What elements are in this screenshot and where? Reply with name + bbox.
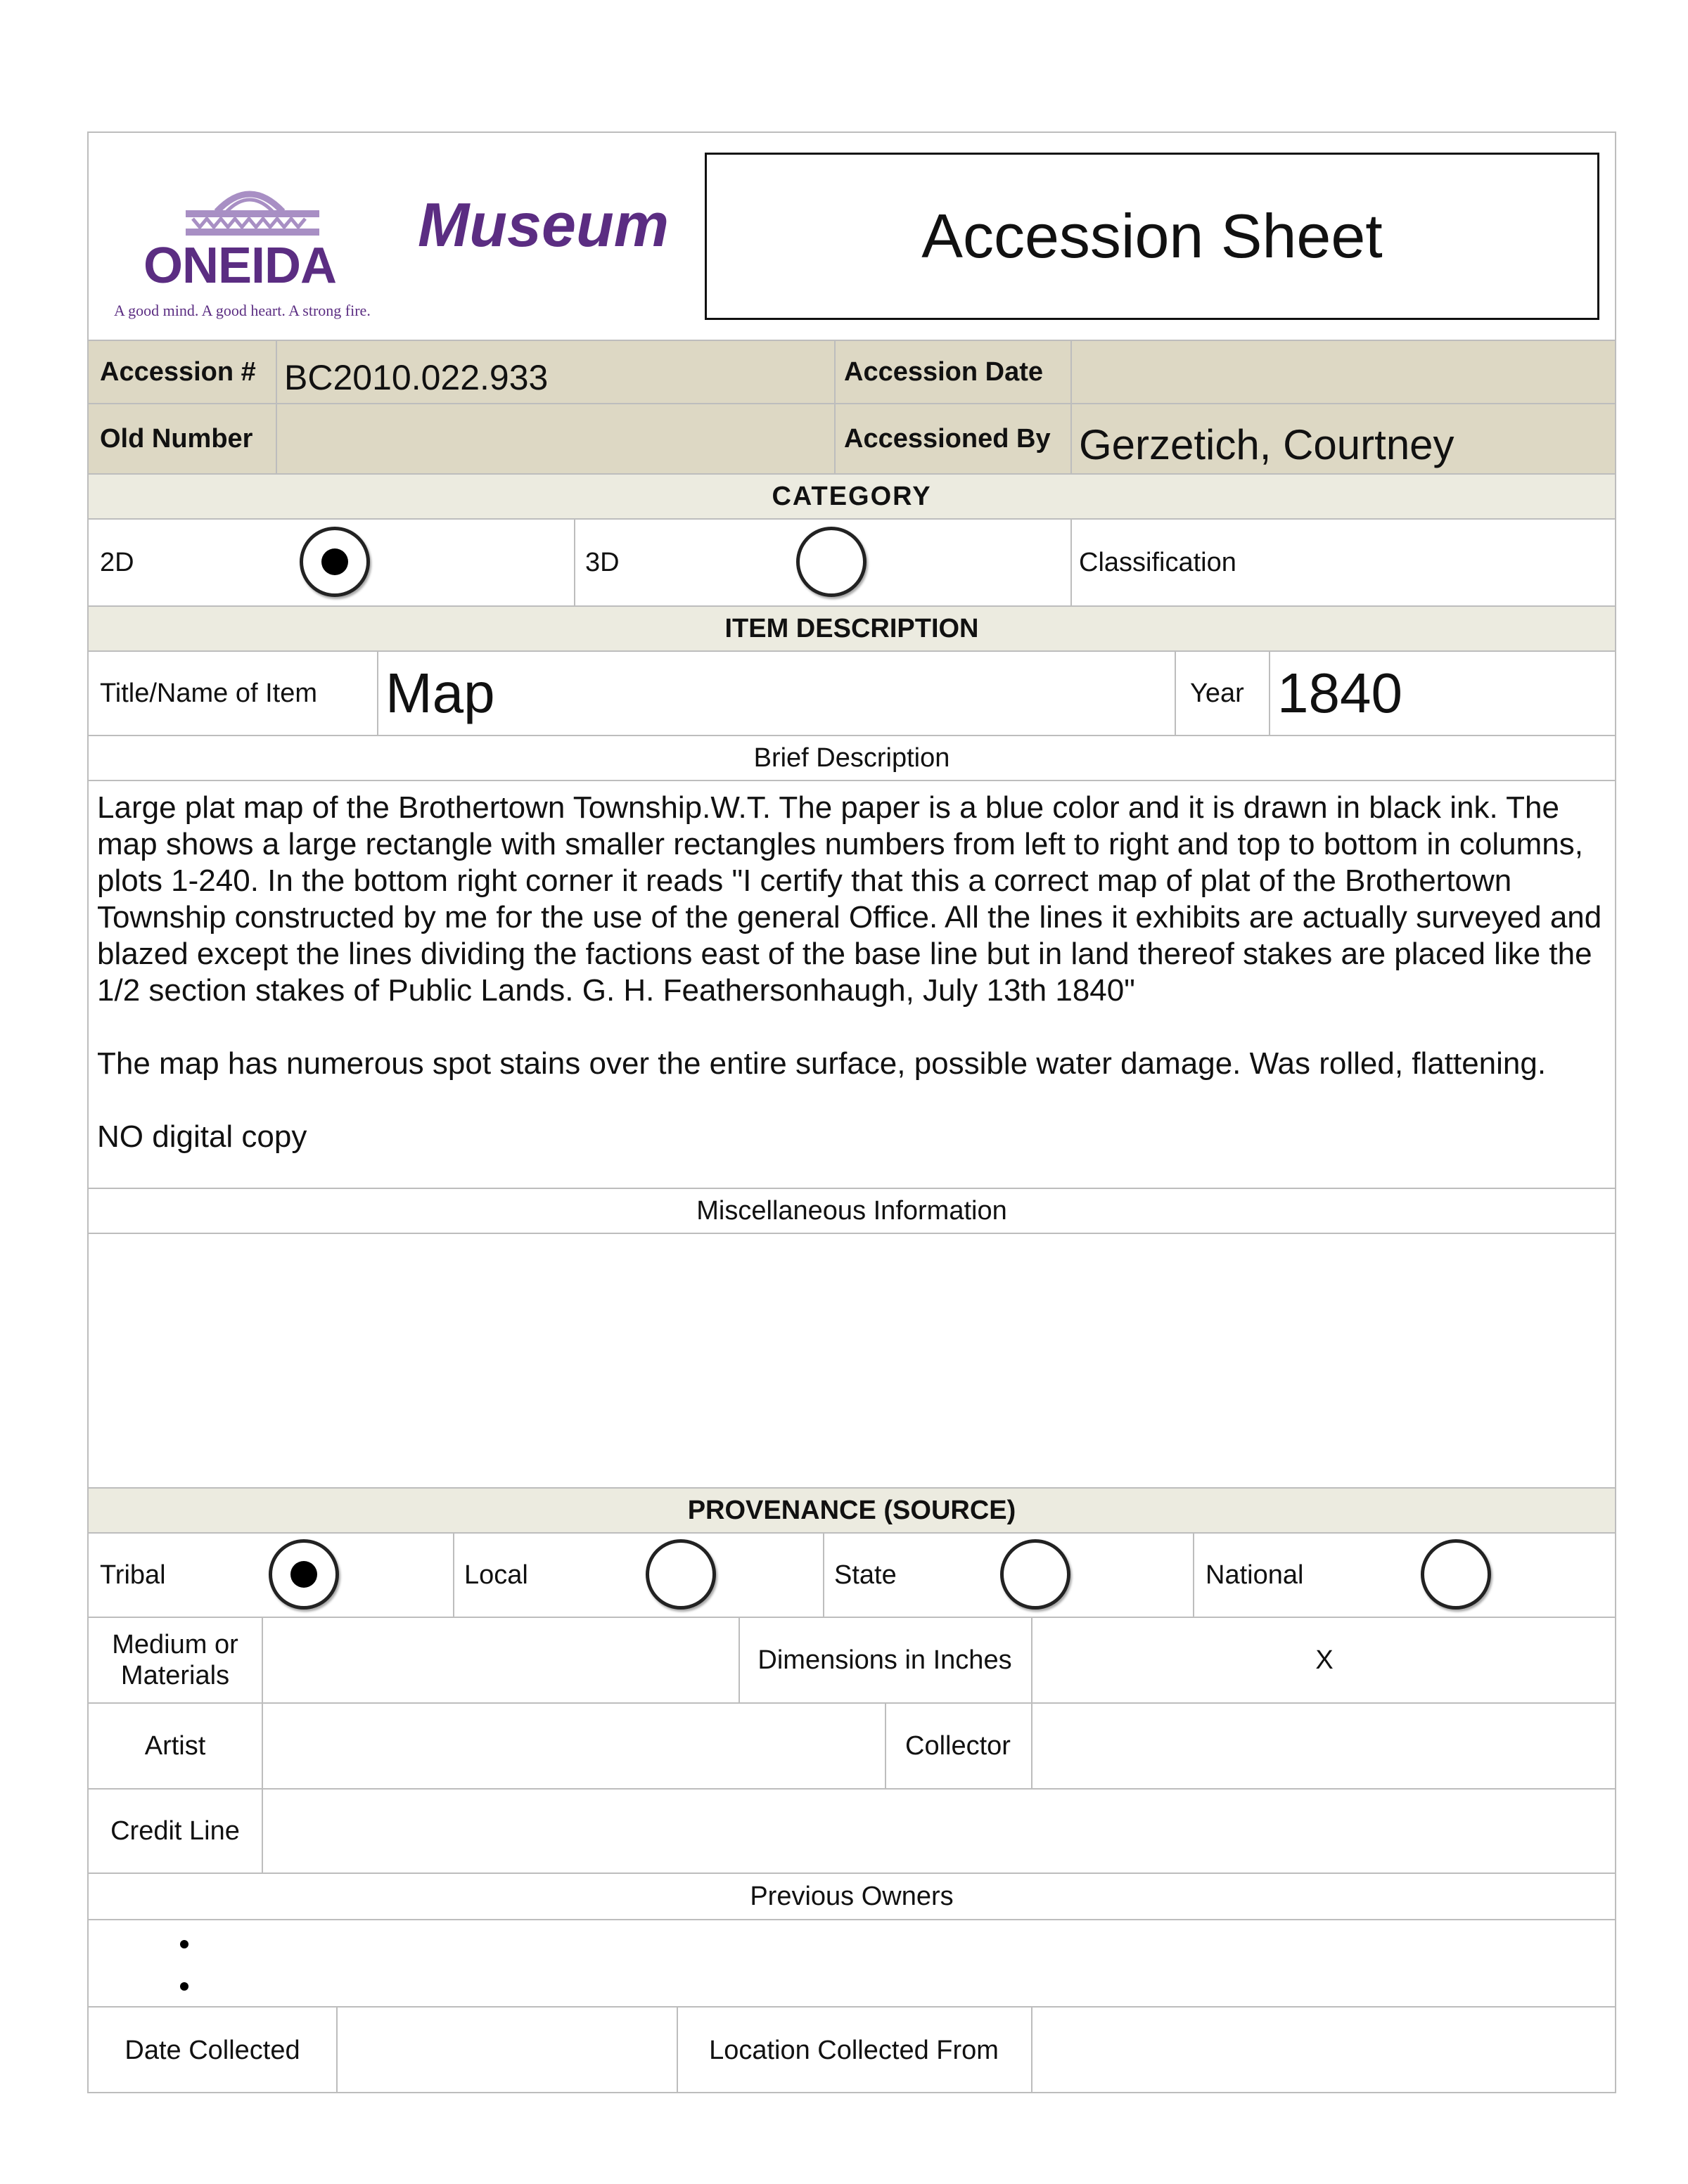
- provenance-state-radio[interactable]: [1000, 1539, 1070, 1610]
- provenance-local-label: Local: [464, 1560, 528, 1590]
- item-year-field[interactable]: 1840: [1277, 662, 1402, 724]
- credit-line-label: Credit Line: [110, 1816, 240, 1846]
- list-item[interactable]: [145, 1932, 210, 1957]
- logo-tagline: A good mind. A good heart. A strong fire.: [114, 302, 371, 319]
- accessioned-by-field[interactable]: Gerzetich, Courtney: [1079, 420, 1454, 468]
- misc-info-field[interactable]: [97, 1241, 1602, 1480]
- collector-field[interactable]: [1041, 1704, 1604, 1788]
- artist-label: Artist: [144, 1730, 206, 1761]
- provenance-tribal-radio[interactable]: [269, 1539, 339, 1610]
- category-2d-radio[interactable]: [300, 527, 370, 597]
- provenance-local-radio[interactable]: [646, 1539, 716, 1610]
- provenance-state-label: State: [834, 1560, 897, 1590]
- medium-field[interactable]: [271, 1618, 729, 1702]
- category-3d-radio[interactable]: [796, 527, 867, 597]
- category-3d-label: 3D: [585, 547, 620, 577]
- oneida-logo: [98, 164, 408, 326]
- accession-number-label: Accession #: [100, 356, 256, 387]
- bullet-icon: [180, 1982, 188, 1991]
- logo-emblem-icon: [98, 164, 408, 241]
- radio-selected-dot: [290, 1561, 317, 1588]
- previous-owners-list: [145, 1923, 1552, 2005]
- medium-label: Medium or Materials: [112, 1630, 238, 1690]
- radio-selected-dot: [321, 548, 348, 575]
- bullet-icon: [180, 1940, 188, 1948]
- provenance-national-radio[interactable]: [1421, 1539, 1491, 1610]
- artist-field[interactable]: [271, 1704, 876, 1788]
- accession-sheet: [87, 131, 1616, 2093]
- museum-label: Museum: [418, 190, 669, 259]
- page-title: Accession Sheet: [921, 201, 1383, 271]
- list-item[interactable]: [145, 1974, 210, 1999]
- credit-line-field[interactable]: [271, 1790, 1601, 1873]
- accession-date-field[interactable]: [1079, 341, 1606, 403]
- location-collected-field[interactable]: [1041, 2008, 1604, 2093]
- item-year-label: Year: [1190, 678, 1244, 708]
- old-number-label: Old Number: [100, 423, 253, 454]
- item-title-field[interactable]: Map: [385, 662, 495, 724]
- accession-number-field[interactable]: BC2010.022.933: [284, 358, 549, 397]
- provenance-heading: PROVENANCE (SOURCE): [687, 1495, 1016, 1525]
- brief-description-label: Brief Description: [753, 743, 950, 773]
- old-number-field[interactable]: [284, 404, 826, 473]
- collector-label: Collector: [905, 1730, 1011, 1761]
- classification-field[interactable]: [1312, 520, 1594, 605]
- description-paragraph: Large plat map of the Brothertown Township.W.T. The paper is a blue color and it is drawn in black ink. The map shows a large rectangle with smaller rectangles numbers from left to right and top to bottom in columns, plots 1-240. In the bottom right corner it reads "I certify that this a correct map of plat of the Brothertown Township constructed by me for the use of the general Office. All the lines it exhibits are actually surveyed and blazed except the lines dividing the factions east of the base line but in land thereof stakes are placed like the 1/2 section stakes of Public Lands. G. H. Feathersonhaugh, July 13th 1840": [97, 790, 1602, 1008]
- provenance-tribal-label: Tribal: [100, 1560, 166, 1590]
- dimensions-field[interactable]: X: [1315, 1645, 1334, 1675]
- item-description-heading: ITEM DESCRIPTION: [724, 613, 979, 643]
- category-2d-label: 2D: [100, 547, 134, 577]
- misc-info-label: Miscellaneous Information: [696, 1195, 1007, 1226]
- title-box: [705, 153, 1599, 320]
- accessioned-by-label: Accessioned By: [844, 424, 1051, 454]
- description-paragraph: NO digital copy: [97, 1119, 307, 1154]
- previous-owners-label: Previous Owners: [750, 1881, 954, 1911]
- dimensions-label: Dimensions in Inches: [757, 1645, 1012, 1675]
- item-title-label: Title/Name of Item: [100, 678, 318, 708]
- location-collected-label: Location Collected From: [709, 2035, 999, 2065]
- classification-label: Classification: [1079, 547, 1236, 577]
- brief-description-field[interactable]: [97, 790, 1602, 1183]
- category-heading: CATEGORY: [772, 481, 932, 511]
- date-collected-field[interactable]: [346, 2008, 670, 2093]
- logo-wordmark: ONEIDA: [143, 238, 337, 294]
- provenance-national-label: National: [1206, 1560, 1304, 1590]
- date-collected-label: Date Collected: [124, 2035, 300, 2065]
- description-paragraph: The map has numerous spot stains over the entire surface, possible water damage. Was rolled, flattening.: [97, 1046, 1547, 1081]
- accession-date-label: Accession Date: [844, 356, 1044, 387]
